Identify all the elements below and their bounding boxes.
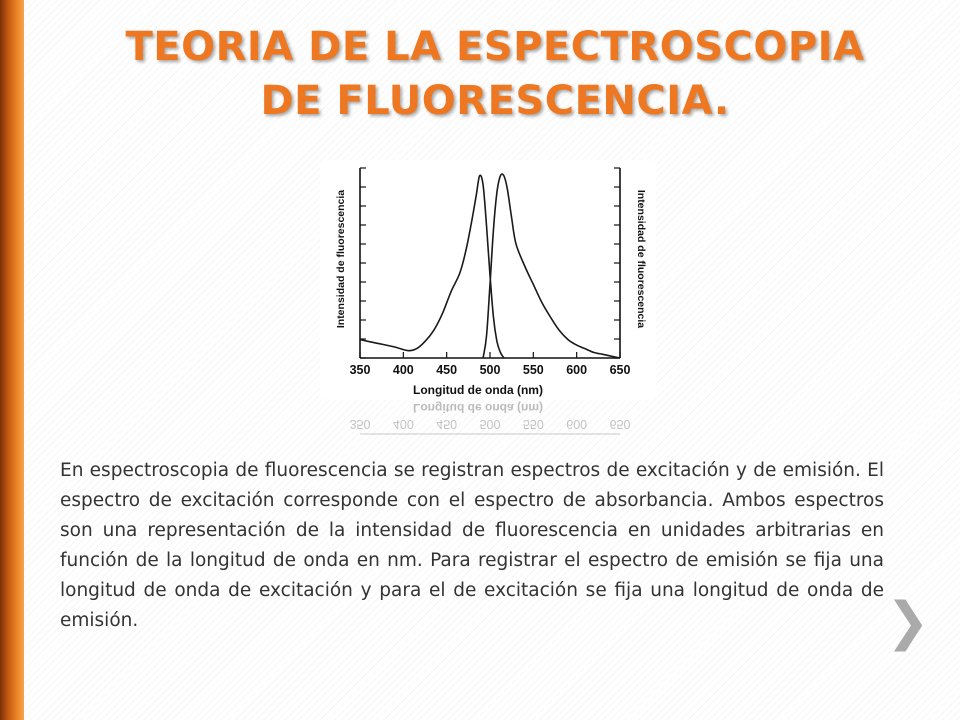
reflection-image <box>320 400 656 458</box>
reflection-tick-label: 350 <box>349 417 371 431</box>
emission-spectrum-curve <box>483 174 620 358</box>
reflection-tick-label: 400 <box>392 417 414 431</box>
reflection-tick-label: 500 <box>479 417 501 431</box>
spectrum-chart <box>320 160 656 400</box>
reflection-tick-label: 600 <box>566 417 588 431</box>
reflection-tick-label: 450 <box>436 417 458 431</box>
x-tick-label: 400 <box>392 363 414 377</box>
y-axis-label-left: Intensidad de fluorescencia <box>335 189 347 329</box>
sidebar-accent-bar <box>0 0 24 720</box>
reflection-xlabel: Longitud de onda (nm) <box>413 401 543 415</box>
x-tick-label: 500 <box>479 363 501 377</box>
x-tick-label: 600 <box>566 363 588 377</box>
slide-title <box>30 20 960 128</box>
title-line-1: TEORIA DE LA ESPECTROSCOPIA <box>125 24 865 70</box>
x-tick-label: 650 <box>609 363 631 377</box>
fluorescence-spectrum-figure <box>320 160 656 400</box>
reflection-tick-label: 550 <box>522 417 544 431</box>
next-slide-button[interactable] <box>886 592 930 652</box>
chevron-right-icon: ❯ <box>886 592 930 652</box>
figure-reflection <box>320 400 656 458</box>
description-paragraph: En espectroscopia de fluorescencia se registran espectros de excitación y de emisión. El espectro de excitación corresponde con el espectro de absorbancia. Ambos espectros son una representación de la intensidad de fluorescencia en unidades arbitrarias en función de la longitud de onda en nm. Para registrar el espectro de emisión se fija una longitud de onda de excitación y para el de excitación se fija una longitud de onda de emisión. <box>60 460 884 631</box>
reflection-tick-label: 650 <box>609 417 631 431</box>
y-axis-label-right: Intensidad de fluorescencia <box>635 189 647 329</box>
x-tick-label: 550 <box>522 363 544 377</box>
x-axis-label: Longitud de onda (nm) <box>413 383 543 397</box>
title-line-2: DE FLUORESCENCIA. <box>260 78 730 124</box>
excitation-spectrum-curve <box>360 175 504 358</box>
x-tick-label: 450 <box>436 363 458 377</box>
x-tick-label: 350 <box>349 363 371 377</box>
